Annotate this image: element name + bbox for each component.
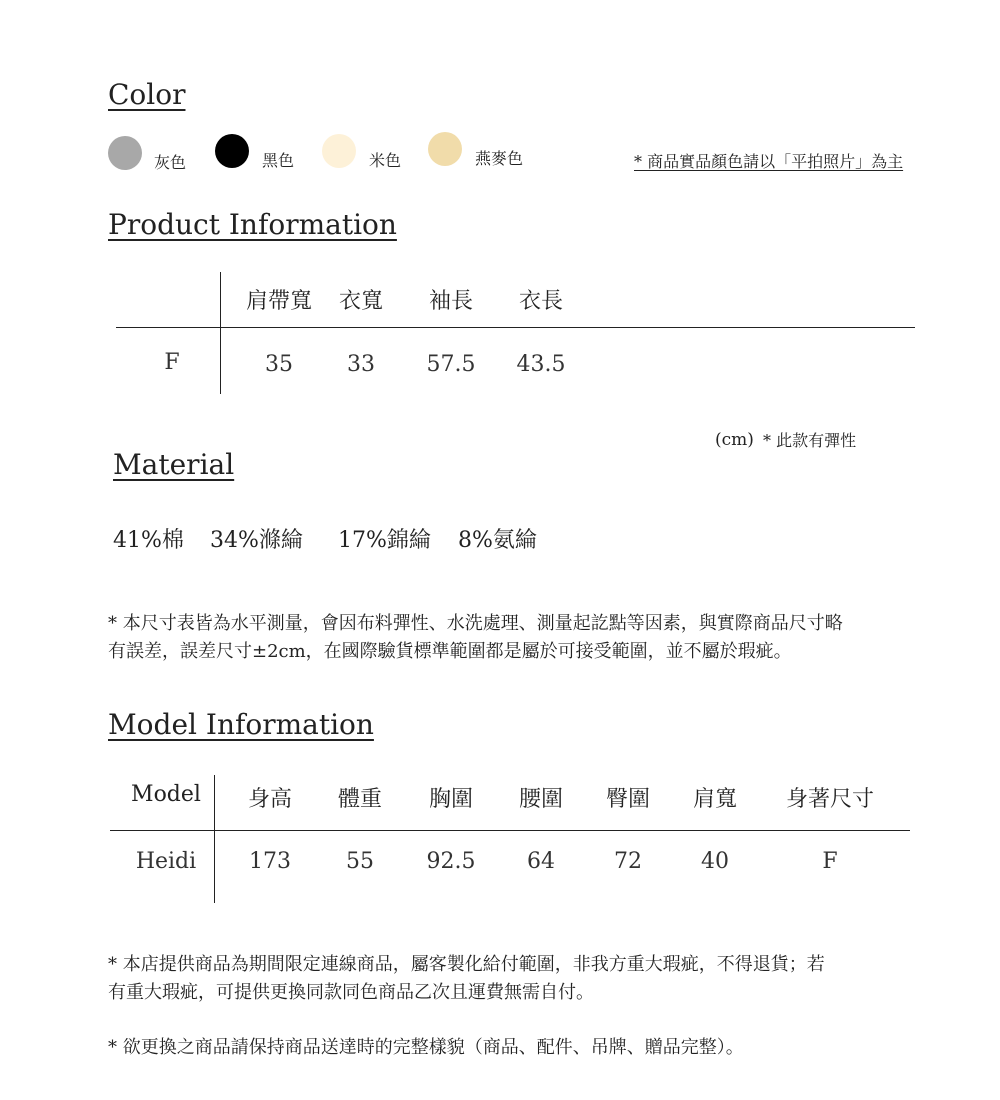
- material-cotton: 41%棉: [113, 528, 184, 553]
- model-value-bust: 92.5: [426, 849, 476, 874]
- measurement-note-line1: * 本尺寸表皆為水平測量，會因布料彈性、水洗處理、測量起訖點等因素，與實際商品尺寸略: [108, 613, 843, 634]
- model-header-waist: 腰圍: [518, 787, 564, 812]
- product-table-vdivider: [220, 272, 221, 394]
- return-policy-note: [108, 951, 948, 1007]
- elastic-note: * 此款有彈性: [763, 431, 857, 450]
- return-policy-line1: * 本店提供商品為期間限定連線商品，屬客製化給付範圍，非我方重大瑕疵，不得退貨；若: [108, 954, 825, 975]
- measurement-note-line2: 有誤差，誤差尺寸±2cm，在國際驗貨標準範圍都是屬於可接受範圍，並不屬於瑕疵。: [108, 641, 792, 662]
- model-value-shoulder: 40: [701, 849, 729, 874]
- model-header-bust: 胸圍: [428, 787, 474, 812]
- model-row-label: Heidi: [135, 849, 197, 874]
- model-value-hip: 72: [614, 849, 642, 874]
- color-note: * 商品實品顏色請以「平拍照片」為主: [634, 152, 904, 171]
- model-header-hip: 臀圍: [605, 787, 651, 812]
- product-value-length: 43.5: [516, 352, 566, 377]
- material-nylon: 17%錦綸: [338, 528, 431, 553]
- model-header-height: 身高: [247, 787, 293, 812]
- product-table-hdivider: [116, 327, 915, 328]
- model-info-heading: Model Information: [108, 708, 374, 741]
- model-header-weight: 體重: [337, 787, 383, 812]
- swatch-oatmeal[interactable]: [428, 132, 462, 166]
- model-header-shoulder: 肩寬: [692, 787, 738, 812]
- swatch-oatmeal-label: 燕麥色: [475, 149, 524, 168]
- material-heading: Material: [113, 448, 235, 481]
- model-value-size-worn: F: [822, 849, 838, 874]
- swatch-gray-label: 灰色: [154, 153, 187, 172]
- product-value-sleeve: 57.5: [426, 352, 476, 377]
- model-table-vdivider: [214, 775, 215, 903]
- unit-label: (cm): [715, 430, 754, 450]
- product-header-width: 衣寬: [338, 289, 384, 314]
- model-corner-label: Model: [131, 782, 201, 807]
- swatch-beige-label: 米色: [369, 151, 402, 170]
- model-table-hdivider: [110, 830, 910, 831]
- model-value-height: 173: [249, 849, 291, 874]
- product-header-strap-width: 肩帶寬: [245, 289, 313, 314]
- swatch-black[interactable]: [215, 134, 249, 168]
- product-header-sleeve: 袖長: [428, 289, 474, 314]
- product-row-label: F: [164, 350, 180, 375]
- product-info-heading: Product Information: [108, 208, 397, 241]
- material-spandex: 8%氨綸: [458, 528, 537, 553]
- return-policy-line2: 有重大瑕疵，可提供更換同款同色商品乙次且運費無需自付。: [108, 982, 594, 1003]
- swatch-black-label: 黑色: [262, 151, 295, 170]
- model-header-size-worn: 身著尺寸: [785, 787, 875, 812]
- measurement-note: [108, 610, 948, 666]
- model-value-weight: 55: [346, 849, 374, 874]
- exchange-note: * 欲更換之商品請保持商品送達時的完整樣貌（商品、配件、吊牌、贈品完整）。: [108, 1037, 744, 1058]
- swatch-beige[interactable]: [322, 134, 356, 168]
- product-value-strap-width: 35: [265, 352, 293, 377]
- material-polyester: 34%滌綸: [210, 528, 303, 553]
- swatch-gray[interactable]: [108, 136, 142, 170]
- product-value-width: 33: [347, 352, 375, 377]
- product-header-length: 衣長: [518, 289, 564, 314]
- model-value-waist: 64: [527, 849, 555, 874]
- color-heading: Color: [108, 78, 186, 111]
